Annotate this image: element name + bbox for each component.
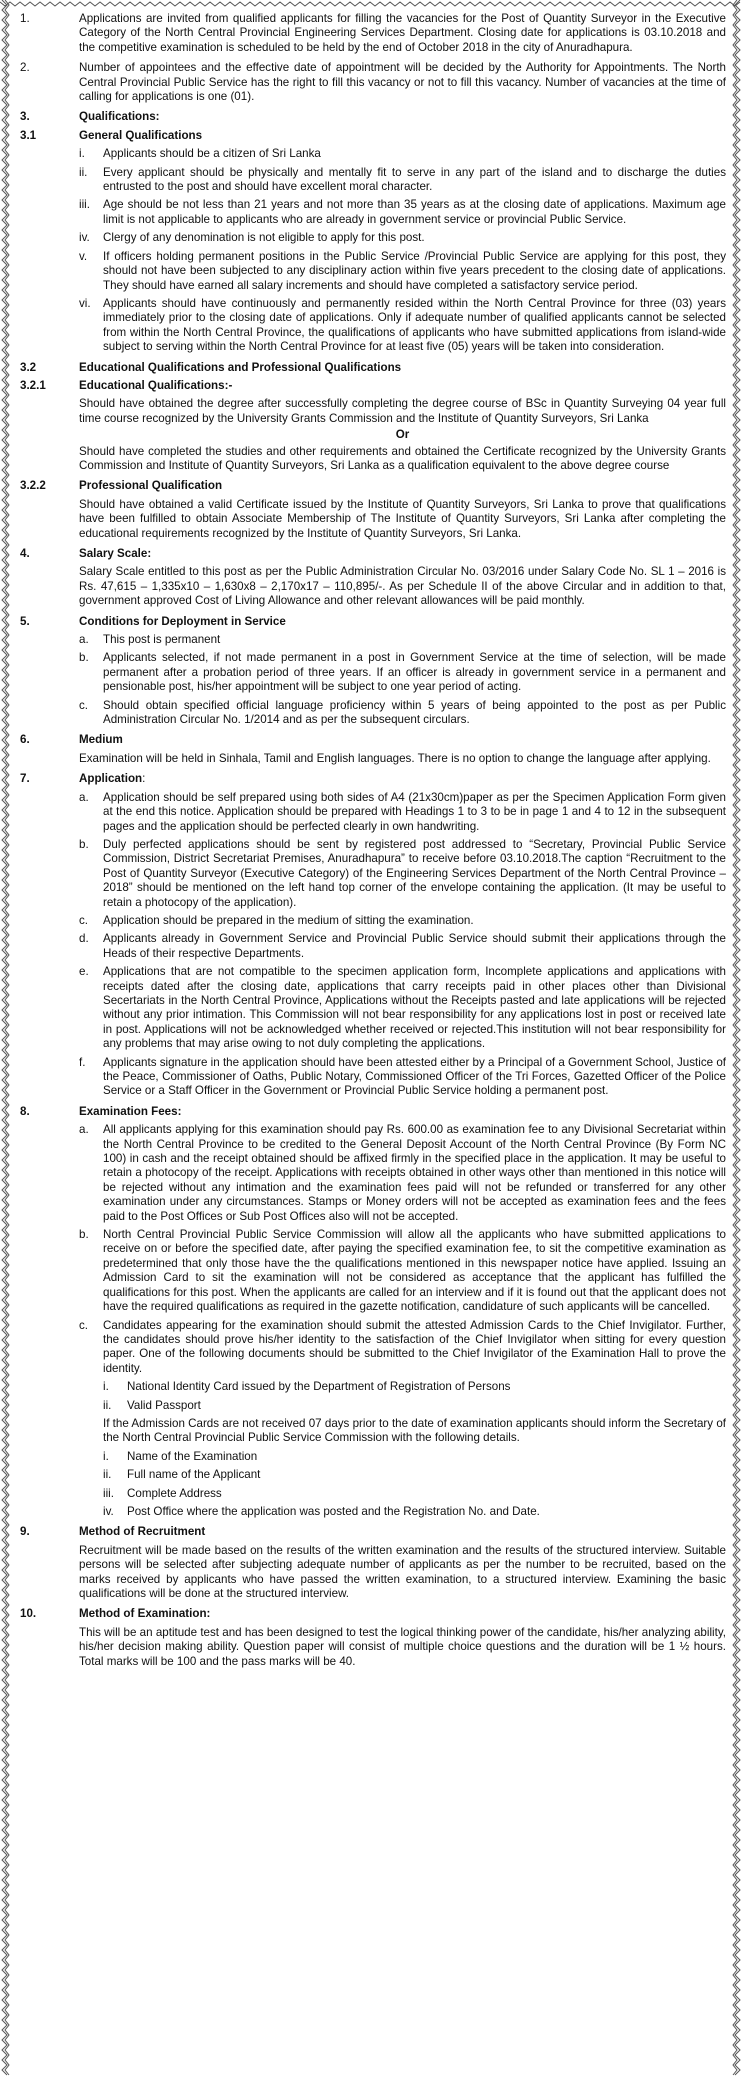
list-item [79, 965, 726, 1051]
item-label: e. [79, 965, 89, 979]
section-3-1-heading [20, 129, 726, 143]
item-text: Age should be not less than 21 years and not more than 35 years as at the closing date of applications. Maximum age limit is not applicable to applicants who are already in government service or provincial Public Service. [103, 198, 726, 226]
section-3-2-2-heading [20, 479, 726, 493]
item-label: c. [79, 913, 89, 927]
paragraph: Salary Scale entitled to this post as per the Public Administration Circular No. 03/2016 under Salary Code No. SL 1 – 2016 is Rs. 47,615 – 1,335x10 – 1,630x8 – 2,170x17 – 110,895/-. As per Schedule II of the above Circular and in addition to that, government approved Cost of Living Allowance and other relevant allowances will be paid monthly. [79, 565, 726, 608]
section-3-heading [20, 110, 726, 124]
item-text: Valid Passport [127, 1398, 201, 1412]
list-item [79, 1123, 726, 1224]
list-item [79, 932, 726, 961]
section-title: Method of Recruitment [79, 1525, 206, 1539]
item-text: Applicants selected, if not made permanent in a post in Government Service at the time of selection, will be made permanent after a probation period of three years. If an officer is already in government service in a permanent and pensionable post, his/her appointment will be subject to one year period of acting. [103, 651, 726, 694]
list-item [103, 1487, 726, 1501]
item-text: Duly perfected applications should be sent by registered post addressed to “Secretary, Provincial Public Service Commission, District Secretariat Premises, Anuradhapura” to receive before 03.10.2018.The caption “Recruitment to the Post of Quantity Surveyor (Executive Category) of the Engineering Services Department of the North Central Province – 2018” should be mentioned on the left hand top corner of the envelope containing the application. (It may be useful to retain a photocopy of the application). [103, 837, 726, 909]
item-label: ii. [103, 1468, 112, 1482]
paragraph: This will be an aptitude test and has been designed to test the logical thinking power of the candidate, his/her analyzing ability, his/her decision making ability. Question paper will consist of multiple choice questions and the duration will be 1 ½ hours. Total marks will be 100 and the pass marks will be 40. [79, 1625, 726, 1668]
section-title: Method of Examination: [79, 1607, 211, 1621]
right-zigzag-border [732, 0, 742, 2077]
item-label: f. [79, 1055, 86, 1069]
item-label: i. [79, 147, 85, 161]
list-item [79, 791, 726, 834]
paragraph: If the Admission Cards are not received 07 days prior to the date of examination applicants should inform the Secretary of the North Central Provincial Public Service Commission with the following details. [103, 1416, 726, 1445]
item-label: i. [103, 1380, 109, 1394]
list-item [79, 838, 726, 910]
section-number: 3.1 [20, 128, 37, 142]
paragraph: Should have obtained the degree after successfully completing the degree course of BSc in Quantity Surveying 04 year full time course recognized by the University Grants Commission and the Institute of Quantity Surveyors, Sri Lanka [79, 397, 726, 425]
section-number: 7. [20, 772, 30, 786]
section-text: Number of appointees and the effective date of appointment will be decided by the Authority for Appointments. The North Central Provincial Public Service has the right to fill this vacancy or not to fill this vacancy. Number of vacancies at the time of calling for applications is one (01). [79, 61, 726, 104]
section-number: 3. [20, 110, 30, 124]
section-title: Application [79, 772, 143, 786]
section-9-heading [20, 1525, 726, 1539]
item-text: Applicants signature in the application should have been attested either by a Principal of a Government School, Justice of the Peace, Commissioner of Oaths, Public Notary, Commissioned Officer of the Tri Forces, Gazetted Officer of the Police Service or a Staff Officer in the Government or Provincial Public Service holding a permanent post. [103, 1055, 726, 1098]
section-number: 5. [20, 614, 30, 628]
item-label: iv. [103, 1504, 114, 1518]
section-1 [20, 12, 726, 55]
item-text: Post Office where the application was posted and the Registration No. and Date. [127, 1504, 540, 1518]
section-title: Educational Qualifications:- [79, 378, 233, 392]
item-text: North Central Provincial Public Service Commission will allow all the applicants who have submitted applications to receive on or before the specified date, after paying the specified examination fee, to sit the competitive examination as predetermined that only those have the the qualifications mentioned in this newspaper notice have applied. Issuing an Admission Card to sit the examination will not be considered as acceptance that the applicant has fulfilled the qualifications for this post. When the applicants are called for an interview and if it is found out that the applicant does not have the required qualifications as required in the gazette notification, candidature of such applicants will be cancelled. [103, 1228, 726, 1314]
section-title: Qualifications: [79, 110, 160, 124]
section-number: 9. [20, 1525, 30, 1539]
section-number: 2. [20, 61, 30, 75]
item-label: b. [79, 651, 89, 665]
paragraph: Should have completed the studies and other requirements and obtained the Certificate recognized by the University Grants Commission and Institute of Quantity Surveyors, Sri Lanka as a qualification equivalent to the above degree course [79, 444, 726, 472]
list-item [79, 231, 726, 245]
section-title: Examination Fees: [79, 1104, 182, 1118]
paragraph: Should have obtained a valid Certificate issued by the Institute of Quantity Surveyors, Sri Lanka to prove that qualifications have been fulfilled to obtain Associate Membership of The Institute of Quantity Surveyors, Sri Lanka after completing the educational requirements recognized by the Institute of Quantity Surveyors, Sri Lanka. [79, 497, 726, 540]
item-label: d. [79, 932, 89, 946]
item-text: Applicants should have continuously and permanently resided within the North Central Province for three (03) years immediately prior to the closing date of applications. Only if adequate number of qualified applicants cannot be selected from within the North Central Province, the qualifications of applicants who have submitted applications from island-wide subject to serving within the North Central Province for at least five (05) years will be taken into consideration. [103, 296, 726, 354]
paragraph-row [79, 1417, 726, 1446]
section-number: 10. [20, 1607, 37, 1621]
section-number: 1. [20, 12, 30, 25]
item-text: Candidates appearing for the examination should submit the attested Admission Cards to the Chief Invigilator. Further, the candidates should prove his/her identity to the satisfaction of the Chief Invigilator when sitting for every question paper. One of the following documents should be submitted to the Chief Invigilator of the Examination Hall to prove the identity. [103, 1318, 726, 1375]
section-4-heading [20, 547, 726, 561]
section-3-2-1-heading [20, 379, 726, 393]
list-item [79, 1056, 726, 1099]
section-10-heading [20, 1607, 726, 1621]
item-text: Every applicant should be physically and mentally fit to serve in any part of the island and to discharge the duties entrusted to the post and should have excellent moral character. [103, 165, 726, 194]
section-5-heading [20, 615, 726, 629]
item-label: c. [79, 698, 89, 712]
list-item [103, 1505, 726, 1519]
section-7-heading [20, 772, 726, 786]
paragraph: Recruitment will be made based on the results of the written examination and the results of the structured interview. Suitable persons will be selected after subjecting adequate number of applicants as per the number to be recruited, based on the marks received by applicants who have passed the written examination, to a structured interview. Examining the basic qualifications will be done at the structured interview. [79, 1543, 726, 1600]
item-text: Application should be self prepared using both sides of A4 (21x30cm)paper as per the Specimen Application Form given at the end this notice. Application should be prepared with Headings 1 to 3 to be in page 1 and 4 to 12 in the subsequent pages and the application should be perfected clearly in own handwriting. [103, 790, 726, 833]
list-item [103, 1468, 726, 1482]
top-zigzag-border [0, 0, 742, 8]
item-label: ii. [103, 1398, 112, 1412]
list-item [103, 1380, 726, 1394]
section-number: 3.2.1 [20, 378, 46, 392]
left-zigzag-border [0, 0, 10, 2077]
section-8-heading [20, 1105, 726, 1119]
item-text: This post is permanent [103, 633, 221, 647]
notice-content [20, 12, 726, 1669]
item-label: b. [79, 837, 89, 851]
section-title: Medium [79, 733, 123, 747]
section-number: 4. [20, 547, 30, 560]
section-number: 3.2 [20, 360, 37, 374]
list-item [79, 699, 726, 728]
item-label: v. [79, 249, 88, 263]
item-text: National Identity Card issued by the Department of Registration of Persons [127, 1380, 511, 1394]
section-3-2-heading [20, 361, 726, 375]
list-item [79, 651, 726, 694]
section-2 [20, 61, 726, 104]
item-text: All applicants applying for this examination should pay Rs. 600.00 as examination fee to any Divisional Secretariat within the North Central Province to be credited to the General Deposit Account of the North Central Province (By Form NC 100) in cash and the receipt obtained should be affixed firmly in the specified place in the application. It may be useful to retain a photocopy of the receipt. Applications with receipts obtained in other ways other than mentioned in this notice will be rejected without any intimation and the examination fees paid will not be refunded or transferred for any other examination under any circumstances. Stamps or Money orders will not be accepted as examination fees and the fees paid to the Post Offices or Sub Post Offices also will not be accepted. [103, 1123, 726, 1223]
list-item [79, 147, 726, 161]
list-item [79, 250, 726, 293]
item-text: Applicants already in Government Service and Provincial Public Service should submit their applications through the Heads of their respective Departments. [103, 932, 726, 960]
item-text: Name of the Examination [127, 1449, 258, 1463]
list-item [79, 297, 726, 355]
list-item [79, 1319, 726, 1377]
item-label: i. [103, 1449, 109, 1463]
section-title: Conditions for Deployment in Service [79, 614, 286, 628]
item-text: Clergy of any denomination is not eligible to apply for this post. [103, 231, 425, 245]
list-item [79, 1228, 726, 1314]
section-number: 8. [20, 1104, 30, 1118]
item-text: Applications that are not compatible to the specimen application form, Incomplete applications and applications with receipts dated after the closing date, applications that carry receipts paid in other places other than Divisional Secertariats in the North Central Province, Applications without the Receipts pasted and late applications will be rejected without any prior intimation. This Commission will not bear responsibility for any applications lost in post or received late in post. Applications will not be acknowledged whether received or rejected.This institution will not bear responsibility for any problems that may arise owing to not duly completing the applications. [103, 965, 726, 1051]
title-colon: : [142, 772, 146, 786]
list-item [79, 198, 726, 227]
item-label: iii. [79, 198, 90, 212]
item-label: c. [79, 1318, 89, 1332]
section-number: 6. [20, 733, 30, 747]
list-item [103, 1450, 726, 1464]
section-number: 3.2.2 [20, 479, 46, 493]
section-title: Educational Qualifications and Professional Qualifications [79, 360, 402, 374]
paragraph: Examination will be held in Sinhala, Tamil and English languages. There is no option to change the language after applying. [79, 751, 711, 765]
item-label: ii. [79, 165, 88, 179]
item-text: Application should be prepared in the medium of sitting the examination. [103, 913, 474, 927]
section-title: Professional Qualification [79, 479, 223, 493]
item-text: Applicants should be a citizen of Sri Lanka [103, 147, 321, 161]
list-item [79, 166, 726, 195]
section-6-heading [20, 733, 726, 747]
item-label: iii. [103, 1486, 114, 1500]
list-item [79, 914, 726, 928]
list-item [103, 1399, 726, 1413]
item-label: a. [79, 633, 89, 647]
item-label: vi. [79, 296, 91, 310]
or-separator: Or [395, 428, 410, 442]
item-text: Full name of the Applicant [127, 1468, 261, 1482]
item-label: b. [79, 1228, 89, 1242]
item-text: Should obtain specified official language proficiency within 5 years of being appointed to the post as per Public Administration Circular No. 1/2014 and as per the subsequent circulars. [103, 698, 726, 727]
list-item [79, 633, 726, 647]
section-text: Applications are invited from qualified applicants for filling the vacancies for the Post of Quantity Surveyor in the Executive Category of the North Central Provincial Engineering Services Department. Closing date for applications is 03.10.2018 and the competitive examination is scheduled to be held by the end of October 2018 in the city of Anuradhapura. [79, 12, 726, 54]
item-label: a. [79, 1123, 89, 1137]
section-title: General Qualifications [79, 128, 203, 142]
item-label: iv. [79, 231, 90, 245]
section-title: Salary Scale: [79, 547, 152, 560]
item-text: Complete Address [127, 1486, 222, 1500]
item-text: If officers holding permanent positions in the Public Service /Provincial Public Service are applying for this post, they should not have been subjected to any disciplinary action within five years precedent to the closing date of applications. They should have earned all salary increments and should have completed a satisfactory service period. [103, 249, 726, 292]
item-label: a. [79, 790, 89, 804]
